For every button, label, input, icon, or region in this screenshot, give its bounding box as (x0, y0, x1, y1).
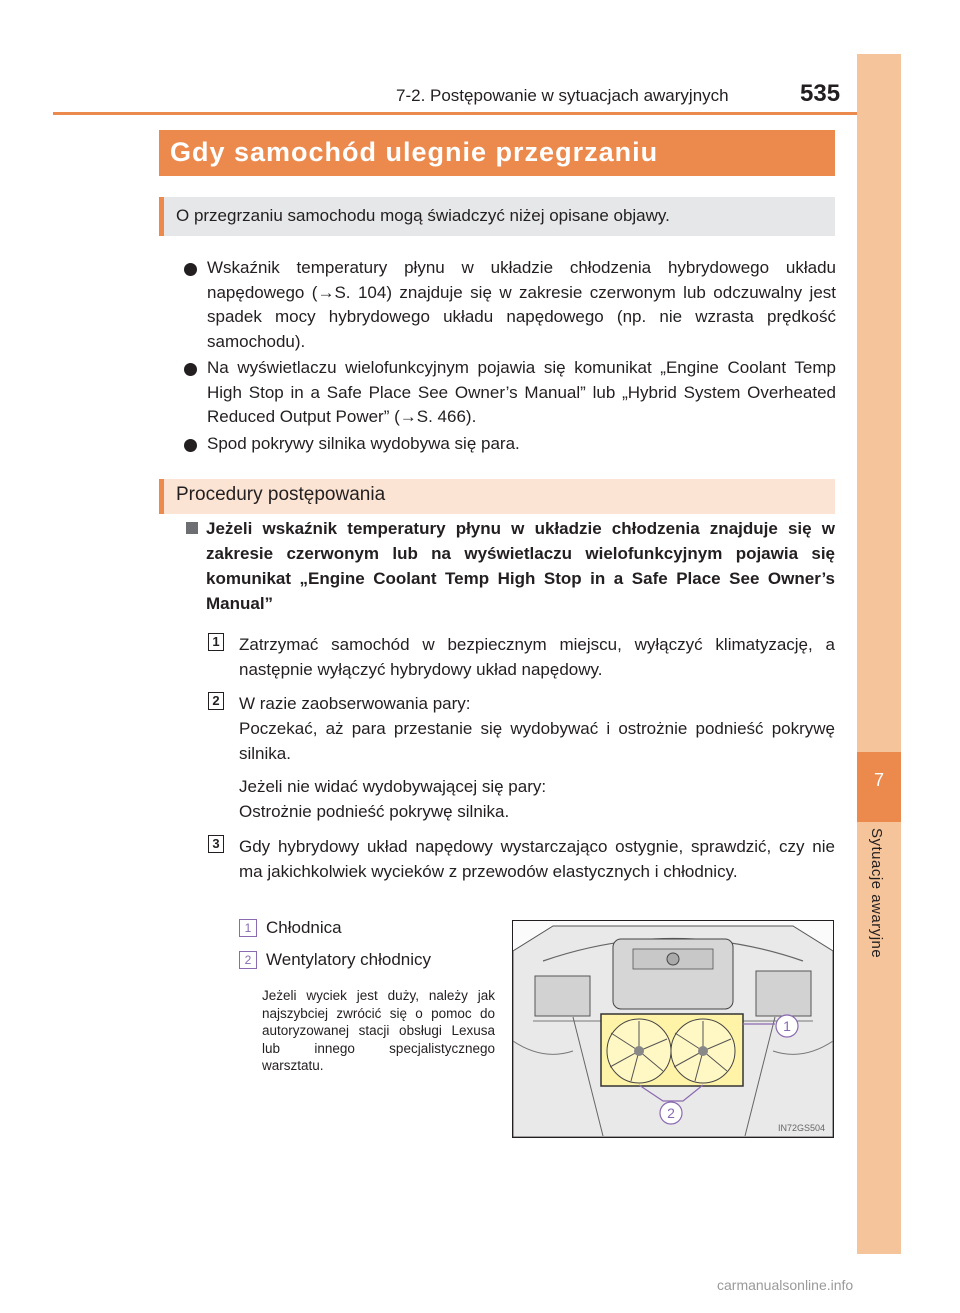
bullet-icon (184, 363, 197, 376)
page-number: 535 (800, 80, 841, 107)
header-rule (53, 112, 857, 115)
bullet-icon (184, 263, 197, 276)
step-3-text: Gdy hybrydowy układ napędowy wystarczająco ostygnie, sprawdzić, czy nie ma jakichkolwiek wycieków z przewodów elastycznych i chłodnicy. (239, 837, 835, 881)
header-section-title: 7-2. Postępowanie w sytuacjach awaryjnych (396, 86, 729, 105)
chapter-title-vertical: Sytuacje awaryjne (868, 828, 885, 959)
intro-text: O przegrzaniu samochodu mogą świadczyć niżej opisane objawy. (176, 206, 670, 225)
engine-bay-illustration (513, 921, 833, 1137)
page-title: Gdy samochód ulegnie przegrzaniu (170, 137, 659, 167)
symptom-item: Spod pokrywy silnika wydobywa się para. (184, 432, 836, 457)
engine-bay-figure (512, 920, 834, 1138)
step-number-2: 2 (208, 692, 224, 710)
chapter-number: 7 (873, 770, 884, 790)
callout-1-label: 1 (783, 1018, 791, 1034)
legend-item-radiator: 1 Chłodnica (239, 918, 342, 938)
procedure-subheading: Jeżeli wskaźnik temperatury płynu w układzie chłodzenia znajduje się w zakresie czerwonym lub na wyświetlaczu wielofunkcyjnym pojawia się komunikat „Engine Coolant Temp High Stop in a Safe Place See Owner’s Manual” (186, 516, 835, 616)
symptom-list (184, 256, 836, 458)
step-2-text: W razie zaobserwowania pary: Poczekać, aż para przestanie się wydobywać i ostrożnie podnieść pokrywę silnika. Jeżeli nie widać wydobywającej się pary: Ostrożnie podnieść pokrywę silnika. (239, 694, 835, 821)
square-bullet-icon (186, 522, 198, 534)
bullet-icon (184, 439, 197, 452)
step-number-3: 3 (208, 835, 224, 853)
procedures-heading: Procedury postępowania (176, 484, 386, 505)
symptom-item: Na wyświetlaczu wielofunkcyjnym pojawia się komunikat „Engine Coolant Temp High Stop in a Safe Place See Owner’s Manual” lub „Hybrid System Overheated Reduced Output Power” (→S. 466). (184, 356, 836, 430)
watermark: carmanualsonline.info (717, 1277, 854, 1293)
callout-2-label: 2 (667, 1105, 675, 1121)
legend-item-fans: 2 Wentylatory chłodnicy (239, 950, 431, 970)
side-tab (857, 54, 901, 1254)
step-1-text: Zatrzymać samochód w bezpiecznym miejscu, wyłączyć klimatyzację, a następnie wyłączyć hybrydowy układ napędowy. (239, 635, 835, 679)
symptom-item: Wskaźnik temperatury płynu w układzie chłodzenia hybrydowego układu napędowego (→S. 104) znajduje się w zakresie czerwonym lub odczuwalny jest spadek mocy hybrydowego układu napędowego (np. nie wzrasta prędkość samochodu). (184, 256, 836, 354)
leak-note: Jeżeli wyciek jest duży, należy jak najszybciej zwrócić się o pomoc do autoryzowanej stacji obsługi Lexusa lub innego specjalistycznego warsztatu. (262, 988, 495, 1073)
figure-code: IN72GS504 (777, 1123, 825, 1133)
step-number-1: 1 (208, 633, 224, 651)
